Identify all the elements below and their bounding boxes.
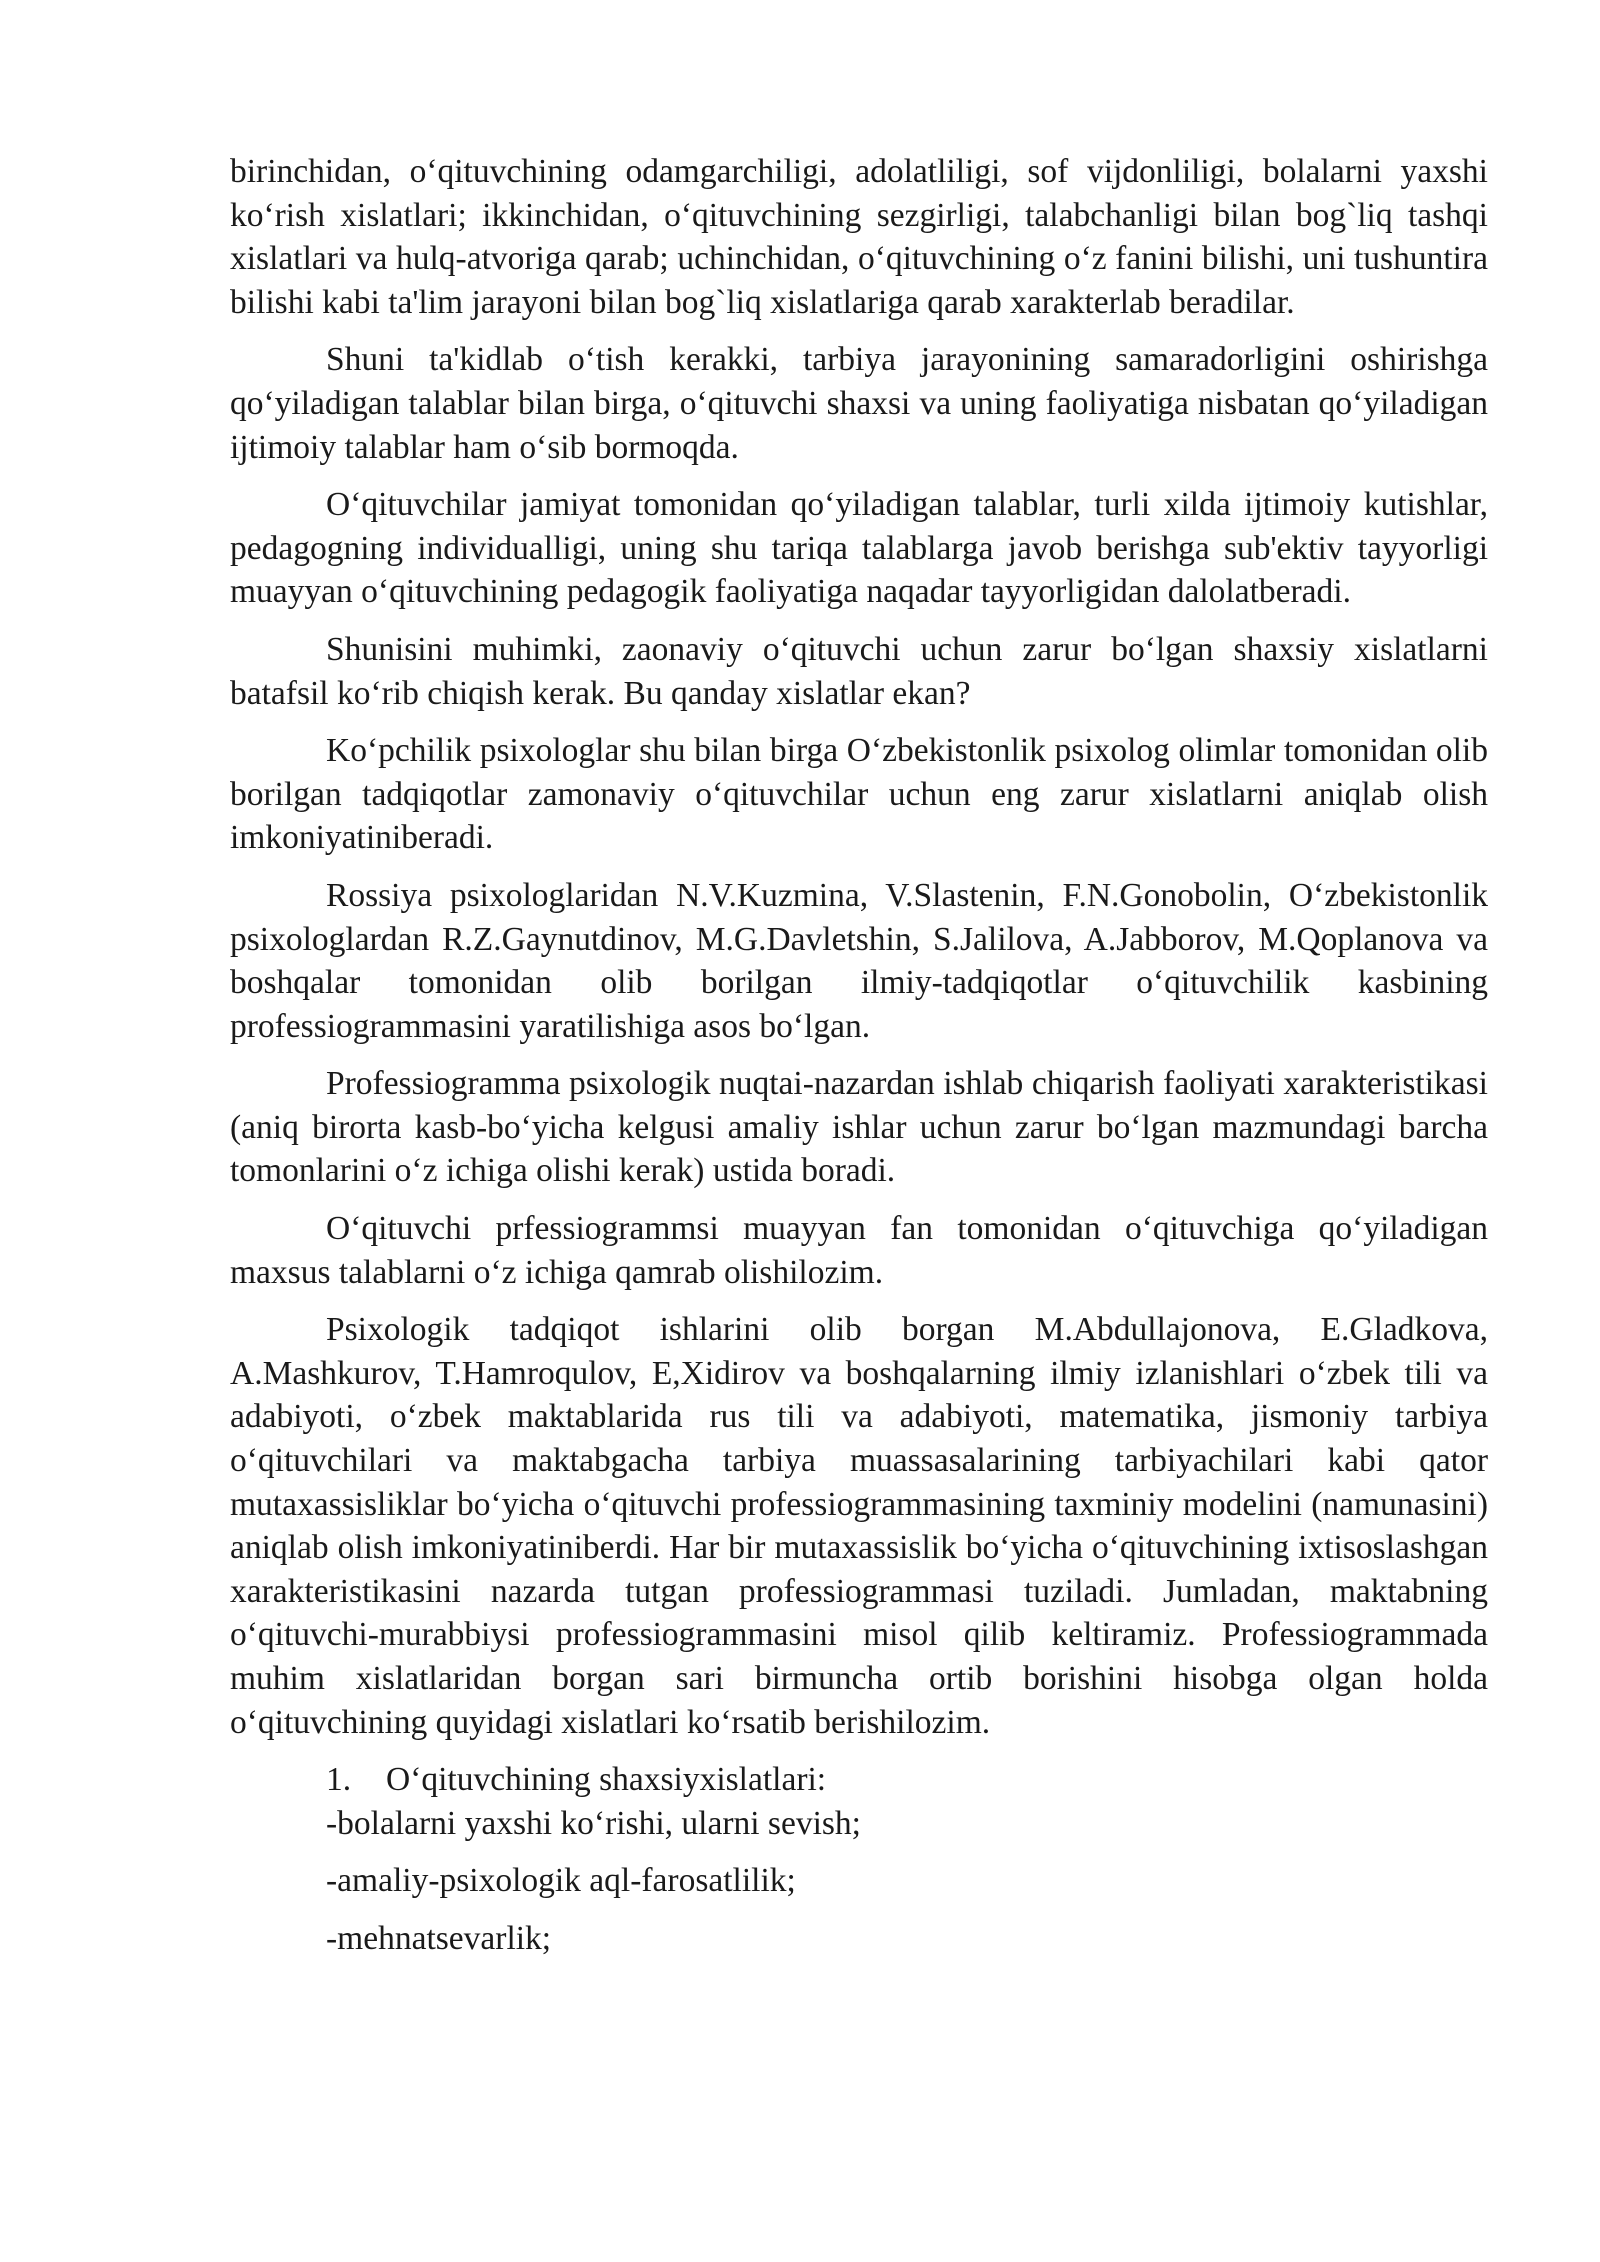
list-item: -bolalarni yaxshi ko‘rishi, ularni sevish; (326, 1804, 861, 1842)
paragraph-2: Shuni ta'kidlab o‘tish kerakki, tarbiya jarayonining samaradorligini oshirishga qo‘yiladigan talablar bilan birga, o‘qituvchi shaxsi va uning faoliyatiga nisbatan qo‘yiladigan ijtimoiy talablar ham o‘sib bormoqda. (230, 341, 1488, 466)
list-item: -amaliy-psixologik aql-farosatlilik; (326, 1862, 796, 1900)
paragraph-5: Ko‘pchilik psixologlar shu bilan birga O‘zbekistonlik psixolog olimlar tomonidan olib borilgan tadqiqotlar zamonaviy o‘qituvchilar uchun eng zarur xislatlarni aniqlab olish imkoniyatiniberadi. (230, 732, 1488, 857)
document-page (230, 150, 1488, 1975)
paragraph-9: Psixologik tadqiqot ishlarini olib borgan M.Abdullajonova, E.Gladkova, A.Mashkurov, T.Hamroqulov, E,Xidirov va boshqalarning ilmiy izlanishlari o‘zbek tili va adabiyoti, o‘zbek maktablarida rus tili va adabiyoti, matematika, jismoniy tarbiya o‘qituvchilari va maktabgacha tarbiya muassasalarining tarbiyachilari kabi qator mutaxassisliklar bo‘yicha o‘qituvchi professiogrammasining taxminiy modelini (namunasini) aniqlab olish imkoniyatiniberdi. Har bir mutaxassislik bo‘yicha o‘qituvchining ixtisoslashgan xarakteristikasini nazarda tutgan professiogrammasi tuziladi. Jumladan, maktabning o‘qituvchi-murabbiysi professiogrammasini misol qilib keltiramiz. Professiogrammada muhim xislatlaridan borgan sari birmuncha ortib borishini hisobga olgan holda o‘qituvchining quyidagi xislatlari ko‘rsatib berishilozim. (230, 1311, 1488, 1741)
list-heading (326, 1758, 1488, 1802)
qualities-list (230, 1758, 1488, 1960)
paragraph-6: Rossiya psixologlaridan N.V.Kuzmina, V.Slastenin, F.N.Gonobolin, O‘zbekistonlik psixologlardan R.Z.Gaynutdinov, M.G.Davletshin, S.Jalilova, A.Jabborov, M.Qoplanova va boshqalar tomonidan olib borilgan ilmiy-tadqiqotlar o‘qituvchilik kasbining professiogrammasini yaratilishiga asos bo‘lgan. (230, 876, 1488, 1045)
paragraph-1: birinchidan, o‘qituvchining odamgarchiligi, adolatliligi, sof vijdonliligi, bolalarni yaxshi ko‘rish xislatlari; ikkinchidan, o‘qituvchining sezgirligi, talabchanligi bilan bog`liq tashqi xislatlari va hulq-atvoriga qarab; uchinchidan, o‘qituvchining o‘z fanini bilishi, uni tushuntira bilishi kabi ta'lim jarayoni bilan bog`liq xislatlariga qarab xarakterlab beradilar. (230, 153, 1488, 321)
list-heading-text: O‘qituvchining shaxsiyxislatlari: (386, 1761, 827, 1799)
paragraph-8: O‘qituvchi prfessiogrammsi muayyan fan tomonidan o‘qituvchiga qo‘yiladigan maxsus talablarni o‘z ichiga qamrab olishilozim. (230, 1210, 1488, 1291)
paragraph-4: Shunisini muhimki, zaonaviy o‘qituvchi uchun zarur bo‘lgan shaxsiy xislatlarni batafsil ko‘rib chiqish kerak. Bu qanday xislatlar ekan? (230, 630, 1488, 712)
paragraph-3: O‘qituvchilar jamiyat tomonidan qo‘yiladigan talablar, turli xilda ijtimoiy kutishlar, pedagogning individualligi, uning shu tariqa talablarga javob berishga sub'ektiv tayyorligi muayyan o‘qituvchining pedagogik faoliyatiga naqadar tayyorligidan dalolatberadi. (230, 486, 1488, 611)
list-number: 1. (326, 1761, 352, 1799)
paragraph-7: Professiogramma psixologik nuqtai-nazardan ishlab chiqarish faoliyati xarakteristikasi (aniq birorta kasb-bo‘yicha kelgusi amaliy ishlar uchun zarur bo‘lgan mazmundagi barcha tomonlarini o‘z ichiga olishi kerak) ustida boradi. (230, 1065, 1488, 1190)
list-item: -mehnatsevarlik; (326, 1919, 552, 1957)
